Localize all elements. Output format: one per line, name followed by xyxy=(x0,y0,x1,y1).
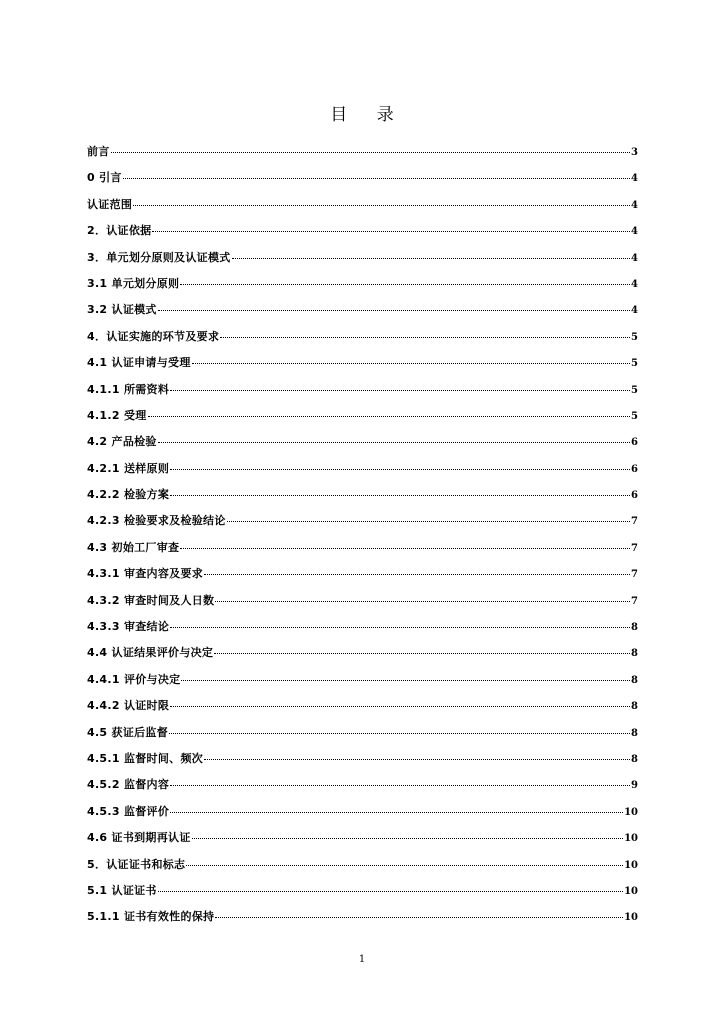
dot-leader xyxy=(111,151,630,153)
toc-entry-page: 4 xyxy=(631,305,638,317)
toc-entry-label: 4.5 获证后监督 xyxy=(87,725,169,739)
toc-entry-label: 4.5.1 监督时间、频次 xyxy=(87,751,204,765)
toc-entry[interactable] xyxy=(87,221,638,247)
toc-entry-label: 4.2.1 送样原则 xyxy=(87,461,170,475)
toc-entry-label: 4.5.2 监督内容 xyxy=(87,778,170,792)
toc-entry[interactable] xyxy=(87,406,638,432)
toc-entry-label: 3.2 认证模式 xyxy=(87,303,157,317)
toc-entry-page: 4 xyxy=(631,226,638,238)
dot-leader xyxy=(214,652,630,654)
toc-entry[interactable] xyxy=(87,591,638,617)
toc-entry-page: 8 xyxy=(631,753,638,765)
toc-entry[interactable] xyxy=(87,248,638,274)
toc-entry[interactable] xyxy=(87,195,638,221)
toc-entry-page: 8 xyxy=(631,674,638,686)
dot-leader xyxy=(204,573,630,575)
toc-entry[interactable] xyxy=(87,855,638,881)
dot-leader xyxy=(158,441,630,443)
toc-entry[interactable] xyxy=(87,775,638,801)
toc-entry-label: 5.1 认证证书 xyxy=(87,883,157,897)
toc-entry-label: 4.5.3 监督评价 xyxy=(87,804,170,818)
toc-entry-label: 4.1.2 受理 xyxy=(87,408,147,422)
dot-leader xyxy=(152,230,630,232)
dot-leader xyxy=(158,309,630,311)
toc-entry-page: 10 xyxy=(624,859,638,871)
dot-leader xyxy=(204,758,630,760)
dot-leader xyxy=(170,494,630,496)
toc-entry-label: 4.1.1 所需资料 xyxy=(87,382,170,396)
toc-entry-label: 4.2.2 检验方案 xyxy=(87,488,170,502)
toc-entry[interactable] xyxy=(87,670,638,696)
toc-entry-label: 前言 xyxy=(87,145,110,158)
dot-leader xyxy=(192,362,630,364)
toc-entry[interactable] xyxy=(87,300,638,326)
dot-leader xyxy=(186,864,623,866)
dot-leader xyxy=(180,283,630,285)
toc-entry[interactable] xyxy=(87,168,638,194)
toc-entry[interactable] xyxy=(87,802,638,828)
toc-entry-label: 4.4.1 评价与决定 xyxy=(87,672,181,686)
dot-leader xyxy=(220,336,630,338)
dot-leader xyxy=(227,520,630,522)
toc-entry[interactable] xyxy=(87,485,638,511)
dot-leader xyxy=(123,177,630,179)
dot-leader xyxy=(232,257,630,259)
toc-entry-label: 4.4 认证结果评价与决定 xyxy=(87,646,214,660)
toc-entry-page: 3 xyxy=(631,147,638,158)
toc-entry[interactable] xyxy=(87,749,638,775)
toc-entry[interactable] xyxy=(87,511,638,537)
dot-leader xyxy=(148,415,630,417)
toc-entry-label: 4.4.2 认证时限 xyxy=(87,699,170,713)
dot-leader xyxy=(170,468,630,470)
toc-entry-label: 5．认证证书和标志 xyxy=(87,857,186,871)
toc-entry-label: 2．认证依据 xyxy=(87,224,152,238)
toc-title: 目 录 xyxy=(330,105,406,125)
dot-leader xyxy=(169,732,630,734)
dot-leader xyxy=(170,705,630,707)
toc-entry[interactable] xyxy=(87,881,638,907)
toc-entry-label: 认证范围 xyxy=(87,197,133,211)
dot-leader xyxy=(170,626,630,628)
toc-entry[interactable] xyxy=(87,432,638,458)
toc-entry[interactable] xyxy=(87,274,638,300)
toc-entry-label: 4．认证实施的环节及要求 xyxy=(87,329,220,343)
toc-entry-page: 5 xyxy=(631,410,638,422)
toc-entry-page: 10 xyxy=(624,833,638,845)
toc-entry-label: 4.1 认证申请与受理 xyxy=(87,356,191,370)
toc-entry-page: 4 xyxy=(631,278,638,290)
toc-entry-page: 4 xyxy=(631,252,638,264)
page-number: 1 xyxy=(358,954,366,965)
dot-leader xyxy=(170,784,630,786)
toc-entry-page: 6 xyxy=(631,463,638,475)
toc-entry-label: 4.2 产品检验 xyxy=(87,435,157,449)
toc-entry-page: 4 xyxy=(631,173,638,185)
toc-entry[interactable] xyxy=(87,696,638,722)
toc-entry[interactable] xyxy=(87,459,638,485)
dot-leader xyxy=(181,679,630,681)
toc-entry-page: 8 xyxy=(631,701,638,713)
toc-entry-page: 7 xyxy=(631,569,638,581)
toc-entry-label: 4.2.3 检验要求及检验结论 xyxy=(87,514,226,528)
dot-leader xyxy=(158,890,623,892)
toc-entry-page: 8 xyxy=(631,648,638,660)
toc-entry-page: 7 xyxy=(631,542,638,554)
toc-entry-label: 4.3 初始工厂审查 xyxy=(87,540,180,554)
toc-entry[interactable] xyxy=(87,907,638,933)
toc-entry-page: 9 xyxy=(631,780,638,792)
toc-entry[interactable] xyxy=(87,353,638,379)
toc-entry-page: 5 xyxy=(631,384,638,396)
toc-entry-page: 8 xyxy=(631,727,638,739)
toc-entry-page: 7 xyxy=(631,595,638,607)
dot-leader xyxy=(170,389,630,391)
toc-entry-label: 4.3.3 审查结论 xyxy=(87,620,170,634)
toc-entry[interactable] xyxy=(87,723,638,749)
toc-entry-page: 7 xyxy=(631,516,638,528)
toc-entry-label: 5.1.1 证书有效性的保持 xyxy=(87,910,215,924)
dot-leader xyxy=(133,204,630,206)
toc-entry-label: 4.3.2 审查时间及人日数 xyxy=(87,593,215,607)
toc-entry-page: 6 xyxy=(631,437,638,449)
toc-entry[interactable] xyxy=(87,380,638,406)
toc-entry[interactable] xyxy=(87,564,638,590)
toc-entry-page: 10 xyxy=(624,912,638,924)
toc-entry-page: 4 xyxy=(631,199,638,211)
toc-entry-label: 4.3.1 审查内容及要求 xyxy=(87,567,204,581)
toc-entry[interactable] xyxy=(87,617,638,643)
toc-entry[interactable] xyxy=(87,828,638,854)
toc-entry-label: 3．单元划分原则及认证模式 xyxy=(87,250,231,264)
toc-entry-page: 10 xyxy=(624,885,638,897)
toc-entry[interactable] xyxy=(87,643,638,669)
dot-leader xyxy=(192,837,623,839)
dot-leader xyxy=(215,916,623,918)
toc-entry[interactable] xyxy=(87,538,638,564)
toc-entry[interactable] xyxy=(87,142,638,168)
toc-entry[interactable] xyxy=(87,327,638,353)
toc-entry-page: 5 xyxy=(631,358,638,370)
dot-leader xyxy=(170,811,623,813)
toc-entry-label: 0 引言 xyxy=(87,171,122,185)
toc-entry-label: 3.1 单元划分原则 xyxy=(87,276,180,290)
dot-leader xyxy=(215,600,630,602)
toc-entry-page: 6 xyxy=(631,490,638,502)
dot-leader xyxy=(180,547,630,549)
toc-entry-label: 4.6 证书到期再认证 xyxy=(87,831,191,845)
toc-entry-page: 5 xyxy=(631,331,638,343)
toc-entry-page: 10 xyxy=(624,806,638,818)
toc-list xyxy=(87,142,638,934)
toc-entry-page: 8 xyxy=(631,622,638,634)
